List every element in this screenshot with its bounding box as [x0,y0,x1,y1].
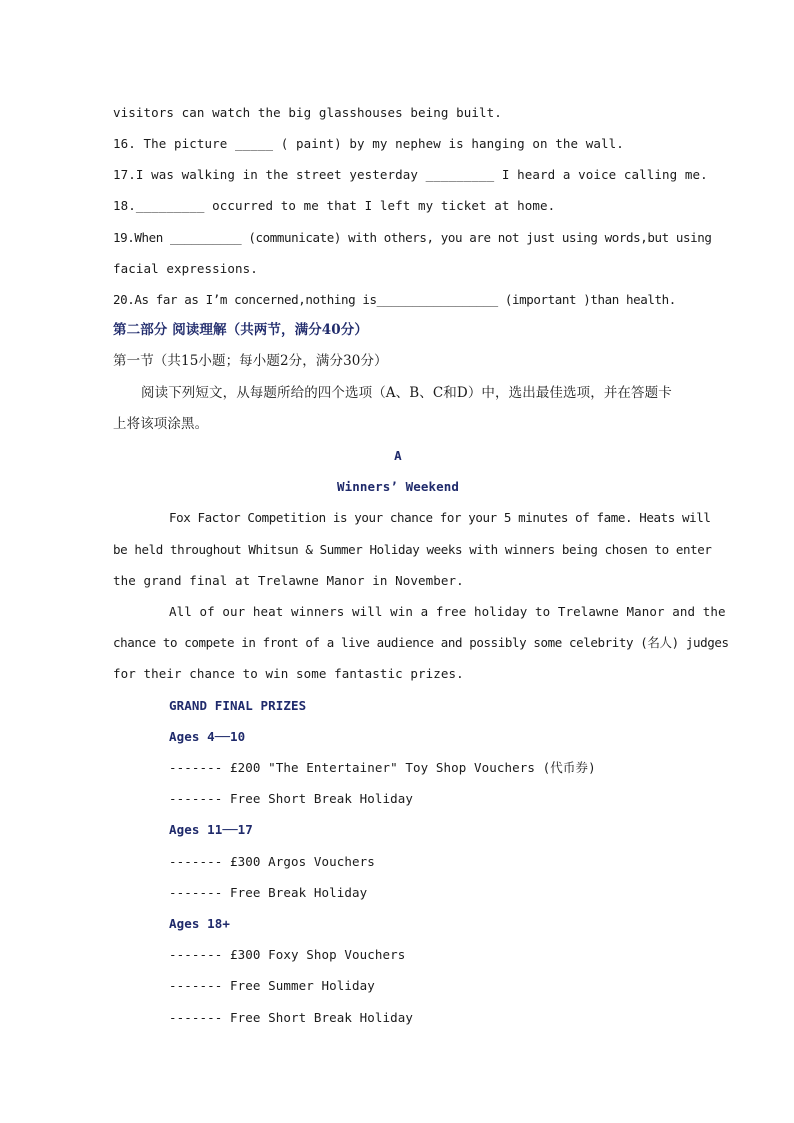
paragraph-1-line-2: be held throughout Whitsun & Summer Holiday weeks with winners being chosen to enter [113,542,712,557]
passage-letter: A [394,448,402,463]
paragraph-1-line-3: the grand final at Trelawne Manor in November. [113,573,464,588]
paragraph-2-line-3: for their chance to win some fantastic prizes. [113,666,464,681]
instruction-line-1: 阅读下列短文，从每题所给的四个选项（A、B、C和D）中，选出最佳选项，并在答题卡 [141,385,672,401]
age-group-11-17: Ages 11──17 [169,822,253,837]
prize-item: ------- £200 "The Entertainer" Toy Shop Vouchers (代币券) [169,760,596,775]
prize-item: ------- Free Short Break Holiday [169,791,414,806]
prize-item: ------- Free Break Holiday [169,885,368,900]
question-17: 17.I was walking in the street yesterday _________ I heard a voice calling me. [113,167,708,182]
prize-item: ------- £300 Argos Vouchers [169,854,375,869]
prize-item: ------- Free Short Break Holiday [169,1010,414,1025]
paragraph-2-line-2: chance to compete in front of a live audience and possibly some celebrity (名人) judges [113,635,729,650]
question-20: 20.As far as I’m concerned,nothing is_________________ (important )than health. [113,292,676,307]
paragraph-2-line-1: All of our heat winners will win a free holiday to Trelawne Manor and the [169,604,726,619]
prizes-heading: GRAND FINAL PRIZES [169,698,307,713]
instruction-line-2: 上将该项涂黑。 [113,416,209,432]
question-19-line-1: 19.When __________ (communicate) with others, you are not just using words,but using [113,230,712,245]
age-group-4-10: Ages 4──10 [169,729,246,744]
prize-item: ------- Free Summer Holiday [169,978,375,993]
passage-title: Winners’ Weekend [336,479,459,494]
age-group-18-plus: Ages 18+ [169,916,231,931]
text-line: visitors can watch the big glasshouses being built. [113,105,502,120]
question-18: 18._________ occurred to me that I left my ticket at home. [113,198,556,213]
prize-item: ------- £300 Foxy Shop Vouchers [169,947,406,962]
question-16: 16. The picture _____ ( paint) by my nephew is hanging on the wall. [113,136,624,151]
section-one-heading: 第一节（共15小题；每小题2分，满分30分） [113,353,388,369]
part-two-heading: 第二部分 阅读理解（共两节，满分40分） [113,322,368,338]
question-19-line-2: facial expressions. [113,261,258,276]
paragraph-1-line-1: Fox Factor Competition is your chance for your 5 minutes of fame. Heats will [169,510,711,525]
